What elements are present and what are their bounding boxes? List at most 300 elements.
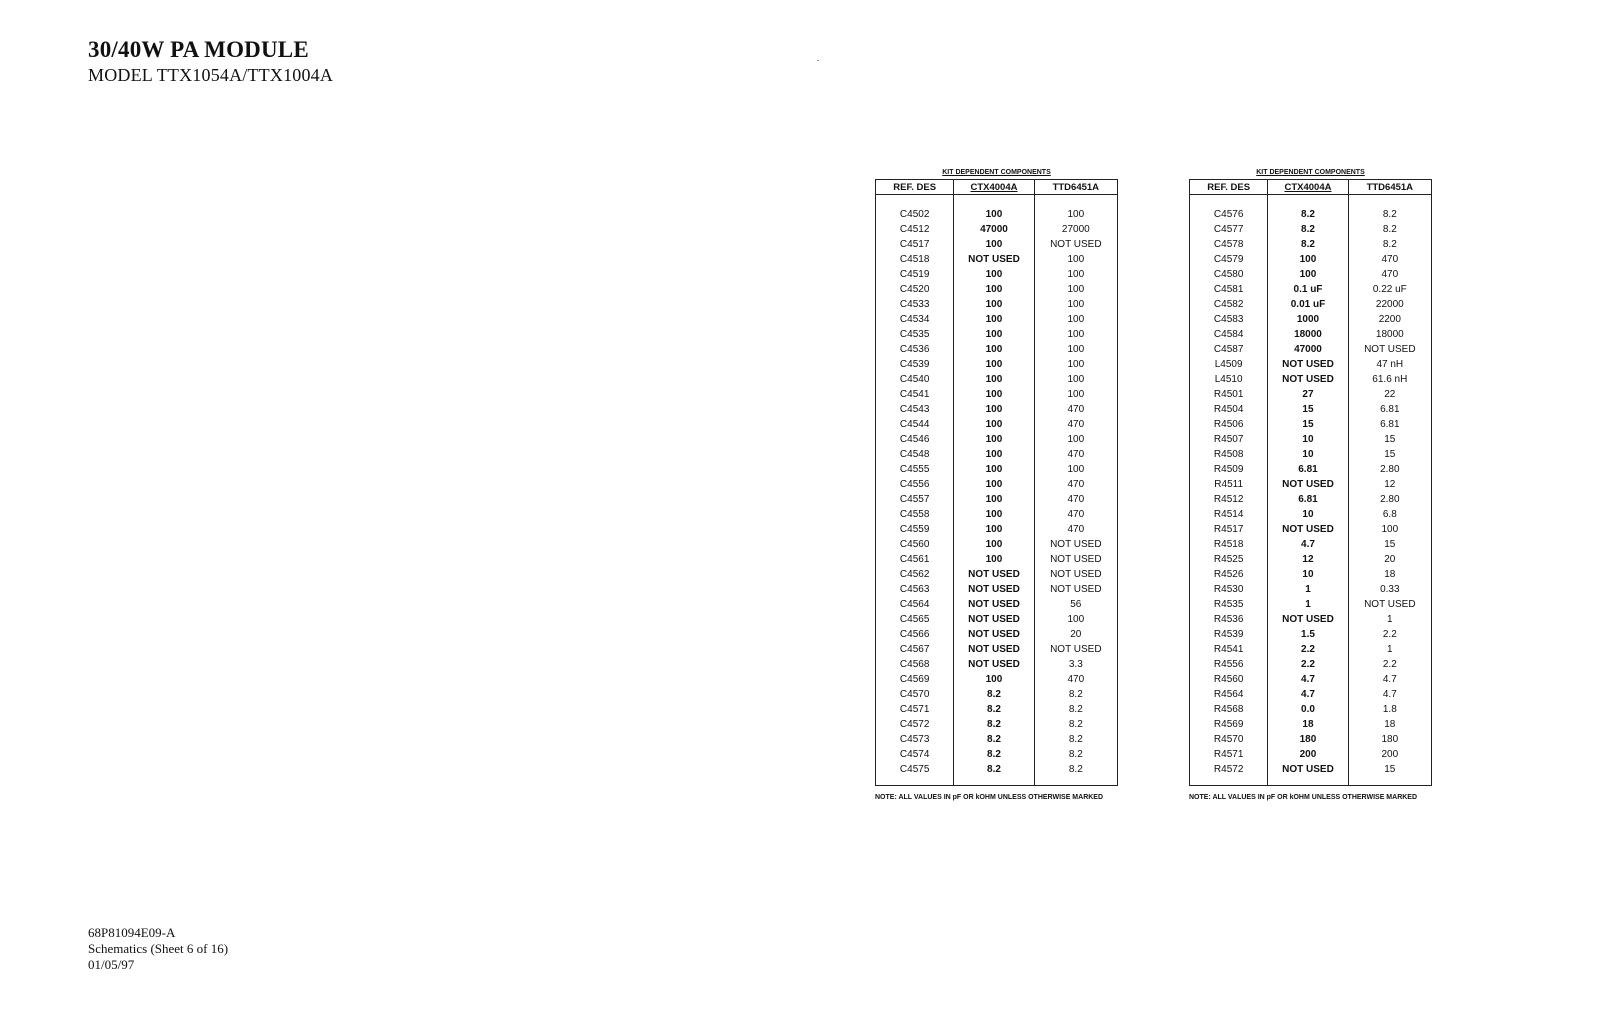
ref-des-cell: C4555	[876, 462, 954, 477]
ttd6451a-value-cell: NOT USED	[1050, 539, 1102, 550]
ctx4004a-value-cell: 1.5	[1268, 627, 1348, 642]
ttd6451a-value-cell: 6.81	[1380, 419, 1400, 430]
ctx4004a-value-cell: 8.2	[1268, 222, 1348, 237]
table-row	[1190, 552, 1432, 567]
ttd6451a-value-cell: NOT USED	[1050, 554, 1102, 565]
ctx4004a-value-cell: 0.01 uF	[1268, 297, 1348, 312]
ttd6451a-value-cell: 2.80	[1380, 464, 1400, 475]
table-row	[1190, 387, 1432, 402]
ttd6451a-value-cell: NOT USED	[1364, 344, 1416, 355]
table-row	[1190, 762, 1432, 777]
ctx4004a-value-cell: 100	[954, 537, 1034, 552]
ttd6451a-value-cell: 470	[1067, 419, 1085, 430]
ctx4004a-value-cell: NOT USED	[1268, 357, 1348, 372]
table-row	[876, 492, 1118, 507]
ref-des-cell: C4570	[876, 687, 954, 702]
ref-des-cell: C4566	[876, 627, 954, 642]
ctx4004a-value-cell: 15	[1268, 417, 1348, 432]
table-spacer-row	[876, 195, 1118, 208]
ref-des-cell: C4575	[876, 762, 954, 777]
ref-des-cell: R4572	[1190, 762, 1268, 777]
ref-des-cell: C4544	[876, 417, 954, 432]
ctx4004a-value-cell: 4.7	[1268, 687, 1348, 702]
ref-des-cell: C4577	[1190, 222, 1268, 237]
ctx4004a-value-cell: NOT USED	[954, 612, 1034, 627]
ref-des-cell: C4573	[876, 732, 954, 747]
ctx4004a-value-cell: NOT USED	[954, 582, 1034, 597]
ttd6451a-value-cell: 8.2	[1382, 209, 1397, 220]
ref-des-cell: R4539	[1190, 627, 1268, 642]
ref-des-cell: R4525	[1190, 552, 1268, 567]
ttd6451a-value-cell: 56	[1070, 599, 1082, 610]
ref-des-cell: C4543	[876, 402, 954, 417]
table-end-row	[1190, 777, 1432, 786]
ref-des-cell: C4582	[1190, 297, 1268, 312]
table-row	[876, 372, 1118, 387]
ref-des-cell: R4570	[1190, 732, 1268, 747]
ctx4004a-value-cell: 8.2	[954, 732, 1034, 747]
table-row	[1190, 582, 1432, 597]
table-row	[876, 537, 1118, 552]
ref-des-cell: C4534	[876, 312, 954, 327]
ttd6451a-value-cell: 100	[1067, 284, 1085, 295]
table-row	[876, 387, 1118, 402]
table-row	[1190, 717, 1432, 732]
column-header-ref-des: REF. DES	[876, 180, 954, 195]
ttd6451a-value-cell: 27000	[1061, 224, 1090, 235]
table-row	[1190, 432, 1432, 447]
table-row	[1190, 507, 1432, 522]
ctx4004a-value-cell: 100	[954, 357, 1034, 372]
table-row	[1190, 252, 1432, 267]
ttd6451a-value-cell: 100	[1381, 524, 1399, 535]
title-block	[88, 36, 333, 86]
ttd6451a-value-cell: NOT USED	[1050, 644, 1102, 655]
ctx4004a-value-cell: 100	[954, 477, 1034, 492]
ref-des-cell: C4583	[1190, 312, 1268, 327]
table-row	[1190, 567, 1432, 582]
ctx4004a-value-cell: NOT USED	[1268, 612, 1348, 627]
table-caption: KIT DEPENDENT COMPONENTS	[1256, 169, 1365, 176]
ttd6451a-value-cell: 15	[1384, 449, 1396, 460]
column-header-ttd6451a: TTD6451A	[1348, 180, 1431, 195]
ttd6451a-value-cell: 8.2	[1068, 764, 1083, 775]
table-row	[1190, 417, 1432, 432]
ctx4004a-value-cell: 8.2	[1268, 207, 1348, 222]
ctx4004a-value-cell: 10	[1268, 447, 1348, 462]
ref-des-cell: R4564	[1190, 687, 1268, 702]
table-row	[876, 222, 1118, 237]
ctx4004a-value-cell: 100	[954, 492, 1034, 507]
table-row	[1190, 672, 1432, 687]
ctx4004a-value-cell: 1	[1268, 597, 1348, 612]
ref-des-cell: C4541	[876, 387, 954, 402]
ref-des-cell: C4558	[876, 507, 954, 522]
ttd6451a-value-cell: 100	[1067, 359, 1085, 370]
ref-des-cell: C4519	[876, 267, 954, 282]
sheet-label: Schematics (Sheet 6 of 16)	[88, 941, 229, 956]
table-row	[876, 207, 1118, 222]
ctx4004a-value-cell: 18	[1268, 717, 1348, 732]
ctx4004a-value-cell: 18000	[1268, 327, 1348, 342]
ttd6451a-value-cell: 200	[1381, 749, 1399, 760]
ttd6451a-value-cell: 47 nH	[1376, 359, 1404, 370]
table-header-row	[1190, 180, 1432, 195]
ttd6451a-value-cell: 100	[1067, 614, 1085, 625]
ctx4004a-value-cell: 100	[1268, 267, 1348, 282]
kit-components-table-left	[875, 167, 1118, 801]
table-row	[876, 357, 1118, 372]
table-row	[1190, 492, 1432, 507]
ref-des-cell: C4539	[876, 357, 954, 372]
kit-components-table-right	[1189, 167, 1432, 801]
ttd6451a-value-cell: 61.6 nH	[1372, 374, 1408, 385]
ref-des-cell: C4579	[1190, 252, 1268, 267]
ctx4004a-value-cell: 100	[954, 372, 1034, 387]
ctx4004a-value-cell: 8.2	[954, 687, 1034, 702]
table-row	[1190, 522, 1432, 537]
table-note: NOTE: ALL VALUES IN pF OR kOHM UNLESS OTHERWISE MARKED	[1189, 794, 1418, 801]
ctx4004a-value-cell: NOT USED	[954, 597, 1034, 612]
table-row	[1190, 732, 1432, 747]
ctx4004a-value-cell: 47000	[954, 222, 1034, 237]
ttd6451a-value-cell: 470	[1067, 479, 1085, 490]
ctx4004a-value-cell: 100	[954, 672, 1034, 687]
table-end-row	[876, 777, 1118, 786]
ttd6451a-value-cell: NOT USED	[1050, 569, 1102, 580]
column-header-ctx4004a: CTX4004A	[1268, 180, 1348, 195]
ref-des-cell: C4536	[876, 342, 954, 357]
ttd6451a-value-cell: 12	[1384, 479, 1396, 490]
ttd6451a-value-cell: NOT USED	[1364, 599, 1416, 610]
table-row	[876, 567, 1118, 582]
ref-des-cell: C4520	[876, 282, 954, 297]
table-row	[1190, 297, 1432, 312]
ref-des-cell: R4508	[1190, 447, 1268, 462]
ttd6451a-value-cell: 18000	[1375, 329, 1404, 340]
ttd6451a-value-cell: 2.80	[1380, 494, 1400, 505]
ttd6451a-value-cell: 15	[1384, 434, 1396, 445]
ctx4004a-value-cell: 100	[954, 342, 1034, 357]
table-row	[1190, 627, 1432, 642]
ref-des-cell: C4584	[1190, 327, 1268, 342]
ctx4004a-value-cell: 8.2	[954, 717, 1034, 732]
ctx4004a-value-cell: 27	[1268, 387, 1348, 402]
table-row	[1190, 222, 1432, 237]
ref-des-cell: C4576	[1190, 207, 1268, 222]
ttd6451a-value-cell: 8.2	[1068, 704, 1083, 715]
ref-des-cell: R4556	[1190, 657, 1268, 672]
ctx4004a-value-cell: 100	[954, 417, 1034, 432]
ttd6451a-value-cell: 470	[1067, 494, 1085, 505]
table-row	[1190, 282, 1432, 297]
ctx4004a-value-cell: 47000	[1268, 342, 1348, 357]
ttd6451a-value-cell: 180	[1381, 734, 1399, 745]
table-row	[876, 582, 1118, 597]
footer-block	[88, 925, 228, 973]
ref-des-cell: L4510	[1190, 372, 1268, 387]
table-row	[876, 402, 1118, 417]
ref-des-cell: C4574	[876, 747, 954, 762]
ttd6451a-value-cell: 100	[1067, 269, 1085, 280]
column-header-ttd6451a: TTD6451A	[1034, 180, 1117, 195]
table-row	[876, 657, 1118, 672]
kit-table	[875, 179, 1118, 786]
ctx4004a-value-cell: 10	[1268, 432, 1348, 447]
ttd6451a-value-cell: 4.7	[1382, 674, 1397, 685]
ref-des-cell: R4509	[1190, 462, 1268, 477]
table-row	[1190, 342, 1432, 357]
table-row	[876, 507, 1118, 522]
ref-des-cell: C4572	[876, 717, 954, 732]
table-row	[876, 417, 1118, 432]
ref-des-cell: C4535	[876, 327, 954, 342]
ttd6451a-value-cell: 2200	[1378, 314, 1401, 325]
table-row	[876, 747, 1118, 762]
ttd6451a-value-cell: 6.8	[1382, 509, 1397, 520]
table-row	[1190, 642, 1432, 657]
ref-des-cell: R4526	[1190, 567, 1268, 582]
ctx4004a-value-cell: NOT USED	[1268, 762, 1348, 777]
ctx4004a-value-cell: 100	[954, 297, 1034, 312]
ctx4004a-value-cell: 0.0	[1268, 702, 1348, 717]
ttd6451a-value-cell: 1.8	[1382, 704, 1397, 715]
ttd6451a-value-cell: 100	[1067, 254, 1085, 265]
ref-des-cell: C4578	[1190, 237, 1268, 252]
ctx4004a-value-cell: 200	[1268, 747, 1348, 762]
scan-mark	[817, 60, 819, 61]
table-row	[1190, 447, 1432, 462]
table-row	[1190, 477, 1432, 492]
ttd6451a-value-cell: 15	[1384, 764, 1396, 775]
table-row	[1190, 537, 1432, 552]
ctx4004a-value-cell: 8.2	[954, 762, 1034, 777]
ref-des-cell: C4557	[876, 492, 954, 507]
ttd6451a-value-cell: 100	[1067, 464, 1085, 475]
table-row	[1190, 687, 1432, 702]
ref-des-cell: C4548	[876, 447, 954, 462]
table-row	[876, 522, 1118, 537]
ref-des-cell: C4502	[876, 207, 954, 222]
table-row	[876, 447, 1118, 462]
table-row	[876, 462, 1118, 477]
ctx4004a-value-cell: 8.2	[954, 747, 1034, 762]
table-row	[876, 687, 1118, 702]
ref-des-cell: R4518	[1190, 537, 1268, 552]
ttd6451a-value-cell: 470	[1067, 404, 1085, 415]
ctx4004a-value-cell: 100	[954, 507, 1034, 522]
ttd6451a-value-cell: 100	[1067, 374, 1085, 385]
ttd6451a-value-cell: 2.2	[1382, 659, 1397, 670]
ctx4004a-value-cell: 100	[954, 327, 1034, 342]
document-date: 01/05/97	[88, 957, 135, 972]
ref-des-cell: R4560	[1190, 672, 1268, 687]
ctx4004a-value-cell: 100	[954, 207, 1034, 222]
ref-des-cell: C4512	[876, 222, 954, 237]
ctx4004a-value-cell: 2.2	[1268, 642, 1348, 657]
ttd6451a-value-cell: NOT USED	[1050, 584, 1102, 595]
ref-des-cell: R4568	[1190, 702, 1268, 717]
table-row	[1190, 612, 1432, 627]
ctx4004a-value-cell: 100	[1268, 252, 1348, 267]
page-subtitle: MODEL TTX1054A/TTX1004A	[88, 65, 334, 85]
ttd6451a-value-cell: 22	[1384, 389, 1396, 400]
table-row	[1190, 357, 1432, 372]
ref-des-cell: R4511	[1190, 477, 1268, 492]
ref-des-cell: C4533	[876, 297, 954, 312]
ttd6451a-value-cell: 18	[1384, 719, 1396, 730]
table-row	[876, 762, 1118, 777]
table-row	[876, 267, 1118, 282]
ref-des-cell: C4571	[876, 702, 954, 717]
ctx4004a-value-cell: NOT USED	[1268, 372, 1348, 387]
ref-des-cell: C4556	[876, 477, 954, 492]
ttd6451a-value-cell: 20	[1384, 554, 1396, 565]
page-title: 30/40W PA MODULE	[88, 37, 309, 62]
ref-des-cell: R4536	[1190, 612, 1268, 627]
table-row	[876, 237, 1118, 252]
ctx4004a-value-cell: NOT USED	[954, 567, 1034, 582]
ttd6451a-value-cell: 100	[1067, 434, 1085, 445]
ref-des-cell: R4514	[1190, 507, 1268, 522]
ctx4004a-value-cell: 2.2	[1268, 657, 1348, 672]
ref-des-cell: R4507	[1190, 432, 1268, 447]
table-row	[1190, 402, 1432, 417]
ttd6451a-value-cell: 20	[1070, 629, 1082, 640]
ctx4004a-value-cell: 10	[1268, 567, 1348, 582]
table-row	[1190, 597, 1432, 612]
table-row	[876, 552, 1118, 567]
ctx4004a-value-cell: 12	[1268, 552, 1348, 567]
ctx4004a-value-cell: 100	[954, 462, 1034, 477]
table-row	[876, 327, 1118, 342]
ttd6451a-value-cell: 470	[1067, 509, 1085, 520]
table-row	[876, 432, 1118, 447]
table-row	[876, 717, 1118, 732]
ctx4004a-value-cell: 15	[1268, 402, 1348, 417]
table-note: NOTE: ALL VALUES IN pF OR kOHM UNLESS OTHERWISE MARKED	[875, 794, 1104, 801]
ttd6451a-value-cell: 0.22 uF	[1372, 284, 1407, 295]
ref-des-cell: C4587	[1190, 342, 1268, 357]
ctx4004a-value-cell: 100	[954, 522, 1034, 537]
ctx4004a-value-cell: 1000	[1268, 312, 1348, 327]
table-row	[876, 312, 1118, 327]
ref-des-cell: C4540	[876, 372, 954, 387]
ref-des-cell: C4517	[876, 237, 954, 252]
ctx4004a-value-cell: NOT USED	[954, 627, 1034, 642]
ctx4004a-value-cell: 100	[954, 552, 1034, 567]
ctx4004a-value-cell: 100	[954, 432, 1034, 447]
ref-des-cell: C4562	[876, 567, 954, 582]
ttd6451a-value-cell: NOT USED	[1050, 239, 1102, 250]
table-row	[1190, 747, 1432, 762]
ctx4004a-value-cell: 100	[954, 282, 1034, 297]
kit-table	[1189, 179, 1432, 786]
ctx4004a-value-cell: 100	[954, 402, 1034, 417]
ttd6451a-value-cell: 1	[1387, 644, 1393, 655]
ctx4004a-value-cell: 8.2	[954, 702, 1034, 717]
table-row	[876, 252, 1118, 267]
ctx4004a-value-cell: NOT USED	[954, 642, 1034, 657]
ref-des-cell: C4565	[876, 612, 954, 627]
ctx4004a-value-cell: 100	[954, 267, 1034, 282]
ref-des-cell: C4560	[876, 537, 954, 552]
ttd6451a-value-cell: 6.81	[1380, 404, 1400, 415]
table-row	[876, 597, 1118, 612]
ctx4004a-value-cell: 8.2	[1268, 237, 1348, 252]
ttd6451a-value-cell: 8.2	[1068, 689, 1083, 700]
ttd6451a-value-cell: 8.2	[1068, 719, 1083, 730]
ctx4004a-value-cell: 100	[954, 447, 1034, 462]
ttd6451a-value-cell: 100	[1067, 209, 1085, 220]
table-row	[1190, 312, 1432, 327]
ctx4004a-value-cell: 100	[954, 237, 1034, 252]
table-row	[876, 732, 1118, 747]
column-header-ctx4004a: CTX4004A	[954, 180, 1034, 195]
ref-des-cell: C4546	[876, 432, 954, 447]
ref-des-cell: R4530	[1190, 582, 1268, 597]
ref-des-cell: C4563	[876, 582, 954, 597]
table-row	[876, 672, 1118, 687]
table-row	[1190, 237, 1432, 252]
ttd6451a-value-cell: 18	[1384, 569, 1396, 580]
ref-des-cell: R4504	[1190, 402, 1268, 417]
ref-des-cell: L4509	[1190, 357, 1268, 372]
ttd6451a-value-cell: 470	[1067, 674, 1085, 685]
table-row	[1190, 657, 1432, 672]
ttd6451a-value-cell: 2.2	[1382, 629, 1397, 640]
ref-des-cell: R4501	[1190, 387, 1268, 402]
ref-des-cell: R4569	[1190, 717, 1268, 732]
table-spacer-row	[1190, 195, 1432, 208]
ttd6451a-value-cell: 4.7	[1382, 689, 1397, 700]
table-row	[876, 297, 1118, 312]
table-row	[876, 282, 1118, 297]
table-row	[876, 342, 1118, 357]
ref-des-cell: C4567	[876, 642, 954, 657]
ttd6451a-value-cell: 8.2	[1382, 239, 1397, 250]
ctx4004a-value-cell: 4.7	[1268, 537, 1348, 552]
table-caption: KIT DEPENDENT COMPONENTS	[942, 169, 1051, 176]
table-header-row	[876, 180, 1118, 195]
ttd6451a-value-cell: 100	[1067, 344, 1085, 355]
table-row	[1190, 462, 1432, 477]
ref-des-cell: C4580	[1190, 267, 1268, 282]
ttd6451a-value-cell: 3.3	[1068, 659, 1083, 670]
ctx4004a-value-cell: NOT USED	[1268, 522, 1348, 537]
table-row	[876, 612, 1118, 627]
ctx4004a-value-cell: 4.7	[1268, 672, 1348, 687]
ttd6451a-value-cell: 1	[1387, 614, 1393, 625]
ctx4004a-value-cell: 6.81	[1268, 492, 1348, 507]
document-number: 68P81094E09-A	[88, 925, 176, 940]
ref-des-cell: R4506	[1190, 417, 1268, 432]
ttd6451a-value-cell: 470	[1381, 269, 1399, 280]
ttd6451a-value-cell: 470	[1381, 254, 1399, 265]
ctx4004a-value-cell: 1	[1268, 582, 1348, 597]
ctx4004a-value-cell: NOT USED	[954, 657, 1034, 672]
ctx4004a-value-cell: NOT USED	[954, 252, 1034, 267]
ctx4004a-value-cell: NOT USED	[1268, 477, 1348, 492]
table-row	[1190, 372, 1432, 387]
ttd6451a-value-cell: 8.2	[1068, 749, 1083, 760]
ctx4004a-value-cell: 0.1 uF	[1268, 282, 1348, 297]
ttd6451a-value-cell: 0.33	[1380, 584, 1400, 595]
ttd6451a-value-cell: 100	[1067, 329, 1085, 340]
ttd6451a-value-cell: 470	[1067, 524, 1085, 535]
ttd6451a-value-cell: 15	[1384, 539, 1396, 550]
ttd6451a-value-cell: 8.2	[1382, 224, 1397, 235]
